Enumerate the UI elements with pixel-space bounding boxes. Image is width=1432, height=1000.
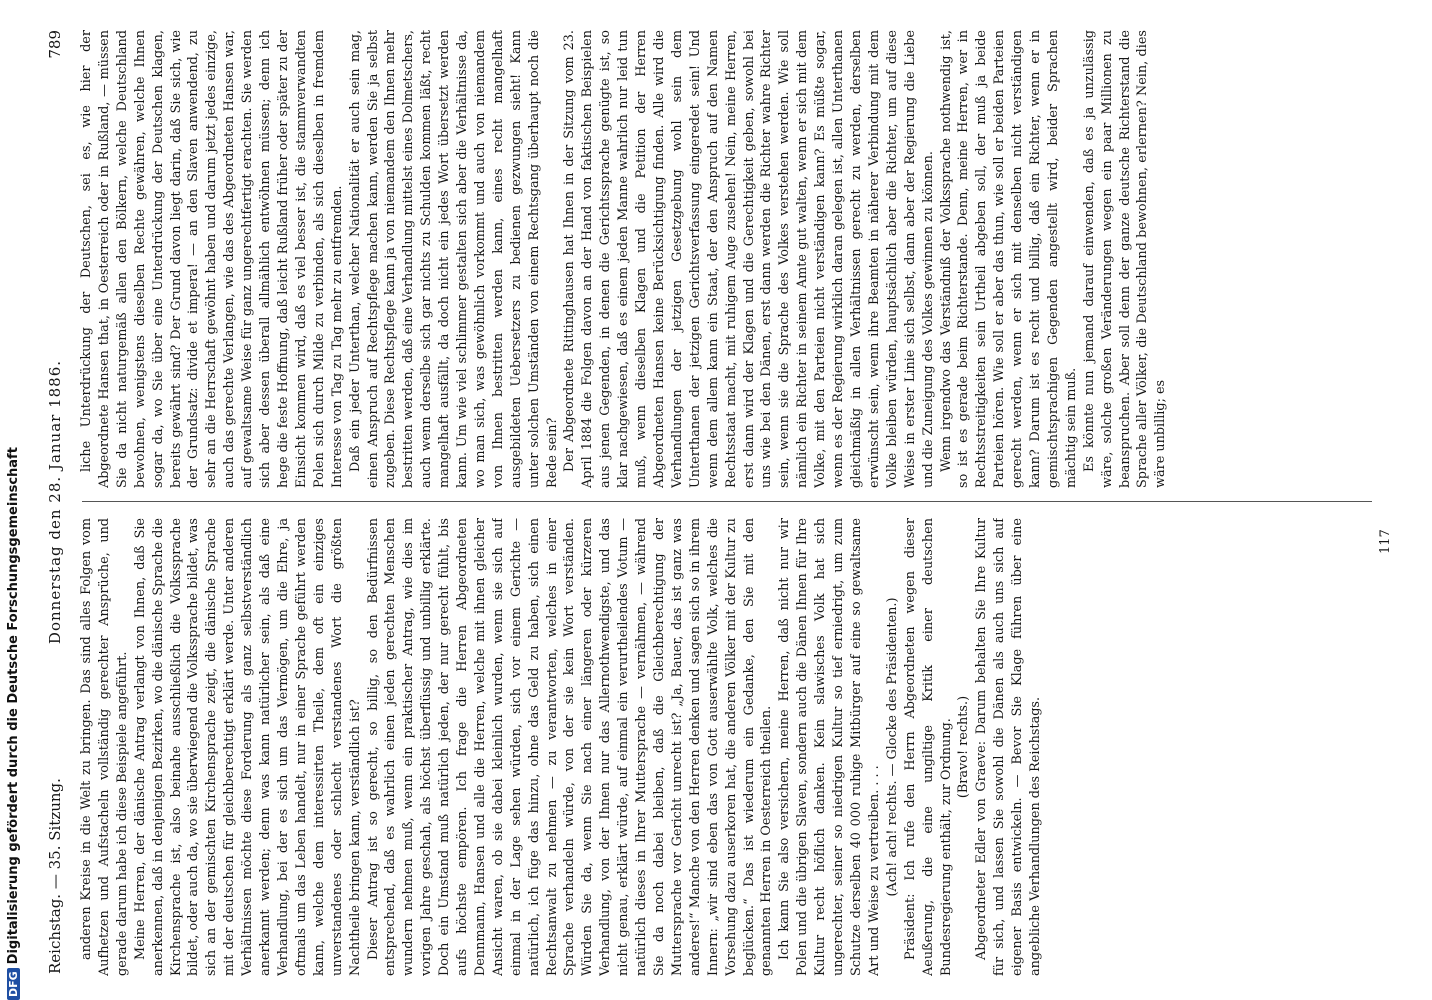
left-column: [78, 518, 1378, 976]
credit-text: Digitalisierung gefördert durch die Deutsche Forschungsgemeinschaft: [6, 447, 21, 965]
stage-direction: (Bravo! rechts.): [956, 695, 972, 799]
paragraph: Wenn irgendwo das Verständniß der Volkssprache nothwendig ist, so ist es gerade beim Richterstande. Denn, meine Herren, wer in Rechtsstreitigkeiten sein Urtheil abgeben soll, der muß ja beide Parteien hören. Wie soll er aber das thun, wie soll er beiden Parteien gerecht werden, wenn er sich mit denselben nicht verständigen kann? Darum ist es recht und billig, daß ein Richter, wenn er in gemischtsprachigen Gegenden angestellt wird, beider Sprachen mächtig sein muß.: [938, 30, 1079, 488]
paragraph: Es könnte nun jemand darauf einwenden, daß es ja unzulässig wäre, solche großen Veränderungen wegen ein paar Millionen zu beanspruchen. Aber soll denn der ganze deutsche Richterstand die Sprache aller Völker, die Deutschland bewohnen, erlernen? Nein, dies wäre unbillig; es: [1081, 30, 1169, 488]
paragraph: liche Unterdrückung der Deutschen, sei es, wie hier der Abgeordnete Hansen that, in Oesterreich oder in Rußland, — müssen Sie da nicht naturgemäß allen den Bölkern, welche Deutschland bewohnen, wenigstens dieselben Rechte gewähren, welche Ihnen sogar da, wo Sie über eine Unterdrückung der Deutschen klagen, bereits gewährt sind? Der Grund davon liegt darin, daß Sie sich, wie der Grundsatz: divide et impera! — an den Slaven anwendend, zu sehr an die Herrschaft gewöhnt haben und darum jetzt jedes einzige, auch das gerechte Verlangen, wie das des Abgeordneten Hansen war, auf gewaltsame Weise für ganz ungerechtfertigt erachten. Sie werden sich aber dessen überall allmählich entwöhnen müssen; denn ich hege die feste Hoffnung, daß leicht Rußland früher oder später zu der Einsicht kommen wird, daß es viel besser ist, die stammverwandten Polen sich durch Milde zu verbinden, als sich dieselben in fremdem Interesse von Tag zu Tag mehr zu entfremden.: [79, 30, 345, 488]
column-divider: [82, 501, 1372, 502]
page-header: [46, 30, 70, 974]
paragraph: Der Abgeordnete Rittinghausen hat Ihnen in der Sitzung vom 23. April 1884 die Folgen davon an der Hand von faktischen Beispielen aus jenen Gegenden, in denen die Gerichtssprache genügte ist, so klar nachgewiesen, daß es einem jeden Manne wahrlich nur leid tun muß, wenn dieselben Klagen und die Petition der Herren Abgeordneten Hansen keine Berücksichtigung finden. Alle wird die Verhandlungen der jetzigen Gesetzgebung wohl sein dem Unterthanen der jetzigen Gerichtsverfassung eingeredet sein! Und wenn dem allem kann ein Staat, der den Anspruch auf den Namen Rechtsstaat macht, mit ruhigem Auge zusehen! Nein, meine Herren, erst dann wird der Klagen und die Gerechtigkeit geben, sowohl bei uns wie bei den Dänen, erst dann werden die Richter wahre Richter sein, wenn sie die Sprache des Volkes verstehen werden. Wie soll nämlich ein Richter in seinem Amte gut walten, wenn er sich mit dem Volke, mit den Parteien nicht verständigen kann? Es müßte sogar, wenn es der Regierung wirklich daran gelegen ist, allen Unterthanen gleichmäßig in allen Verhältnissen gerecht zu werden, derselben erwünscht sein, wenn ihre Beamten in näherer Verbindung mit dem Volke bleiben würden, hauptsächlich aber die Richter, um auf diese Weise in erster Linie sich selbst, dann aber der Regierung die Liebe und die Zuneigung des Volkes gewinnen zu können.: [562, 30, 936, 488]
president-remark: Präsident: Ich rufe den Herrn Abgeordneten wegen dieser Aeußerung, die eine ungiltige Kritik einer deutschen Bundesregierung enthält, zur Ordnung.: [902, 518, 954, 976]
dfg-logo: DFG: [7, 968, 20, 1000]
paragraph: anderen Kreise in die Welt zu bringen. Das sind alles Folgen vom Aufhetzen und Aufstacheln vollständig gerechter Ansprüche, und gerade darum habe ich diese Beispiele angeführt.: [79, 518, 130, 976]
digitization-credit: [6, 0, 32, 1000]
right-column: [78, 30, 1378, 488]
paragraph: Daß ein jeder Unterthan, welcher Nationalität er auch sein mag, einen Anspruch auf Rechtspflege machen kann, werden Sie ja selbst zugeben. Diese Rechtspflege kann ja von niemandem den Ihnen mehr bestritten werden, daß eine Verhandlung mittelst eines Dolmetschers, auch wenn derselbe sich gar nichts zu Schulden kommen läßt, recht mangelhaft ausfällt, da doch nicht ein jedes Wort übersetzt werden kann. Um wie viel schlimmer gestalten sich aber die Verhältnisse da, wo man sich, was gewöhnlich vorkommt und auch von niemandem von Ihnen bestritten werden kann, eines recht mangelhaft ausgebildeten Uebersetzers zu bedienen gezwungen sieht! Kann unter solchen Umständen von einem Rechtsgang überhaupt noch die Rede sein?: [347, 30, 560, 488]
paragraph: Meine Herren, der dänische Antrag verlangt von Ihnen, daß Sie anerkennen, daß in denjenigen Bezirken, wo die dänische Sprache die Kirchensprache ist, also beinahe ausschließlich die Volkssprache bildet, oder auch da, wo sie überwiegend die Volkssprache bildet, was sich an der gemischten Kirchensprache zeigt, die dänische Sprache mit der deutschen für gleichberechtigt erklärt werde. Unter anderen Verhältnissen möchte diese Forderung als ganz selbstverständlich anerkannt werden; denn was kann natürlicher sein, als daß eine Verhandlung, bei der es sich um das Vermögen, um die Ehre, ja oftmals um das Leben handelt, nur in einer Sprache geführt werden kann, welche dem interessirten Theile, dem oft ein einziges unverstandenes oder schlecht verstandenes Wort die größten Nachtheile bringen kann, verständlich ist?: [132, 518, 363, 976]
footer-page-number: 117: [1378, 529, 1393, 554]
header-session: Reichstag. — 35. Sitzung.: [46, 778, 64, 974]
rotated-page-content: [42, 16, 1404, 984]
paragraph: Dieser Antrag ist so gerecht, so billig, so den Bedürfnissen entsprechend, daß es wahrlich einen jeden gerechten Menschen wundern nehmen muß, wenn ein praktischer Antrag, wie dies im vorigen Jahre geschah, als höchst überflüssig und unbillig erklärte. Doch ein Umstand muß natürlich jeden, der nur gerecht fühlt, bis aufs höchste empören. Ich frage die Herren Abgeordneten Dennmann, Hansen und alle die Herren, welche mit ihnen gleicher Ansicht waren, ob sie dabei kleinlich wurden, wenn sie sich auf einmal in der Lage sehen würden, sich vor einem Gerichte — natürlich, ich füge das hinzu, ohne das Geld zu haben, sich einen Rechtsanwalt zu nehmen — zu verantworten, welches in einer Sprache verhandeln würde, von der sie kein Wort verständen. Würden Sie da, wenn Sie nach einer längeren oder kürzeren Verhandlung, von der Ihnen nur das Allernothwendigste, und das nicht genau, erklärt würde, auf einmal ein verurtheilendes Votum — natürlich dieses in Ihrer Muttersprache — vernähmen, — während Sie da noch dabei bleiben, daß die Gleichberechtigung der Muttersprache vor Gericht unrecht ist? „Ja, Bauer, das ist ganz was anderes!“ Manche von den Herren denken und sagen sich so in ihrem Innern: „wir sind eben das von Gott auserwählte Volk, welches die Vorsehung dazu auserkoren hat, die anderen Völker mit der Kultur zu beglücken.“ Das ist wiederum ein Gedanke, den Sie mit den genannten Herren in Oesterreich theilen.: [365, 518, 775, 976]
header-page-number: 789: [46, 30, 64, 59]
stage-direction: (Ach! ach! rechts. — Glocke des Präsidenten.): [884, 597, 900, 897]
paragraph: Ich kann Sie also versichern, meine Herren, daß nicht nur wir Polen und die übrigen Slaven, sondern auch die Dänen Ihnen für Ihre Kultur recht höflich danken. Kein slawisches Volk hat sich ungerechter, seiner so niedrigen Kultur so tief erniedrigt, um zum Schutze derselben 40 000 ruhige Mitbürger auf eine so gewaltsame Art und Weise zu vertreiben. . . .: [777, 518, 882, 976]
header-date: Donnerstag den 28. Januar 1886.: [46, 359, 64, 645]
paragraph: Abgeordneter Edler von Graeve: Darum behalten Sie Ihre Kultur für sich, und lassen Sie sowohl die Dänen als auch uns sich auf eigener Basis entwickeln. — Bevor Sie Klage führen über eine angebliche Verhandlungen des Reichstags.: [974, 518, 1044, 976]
